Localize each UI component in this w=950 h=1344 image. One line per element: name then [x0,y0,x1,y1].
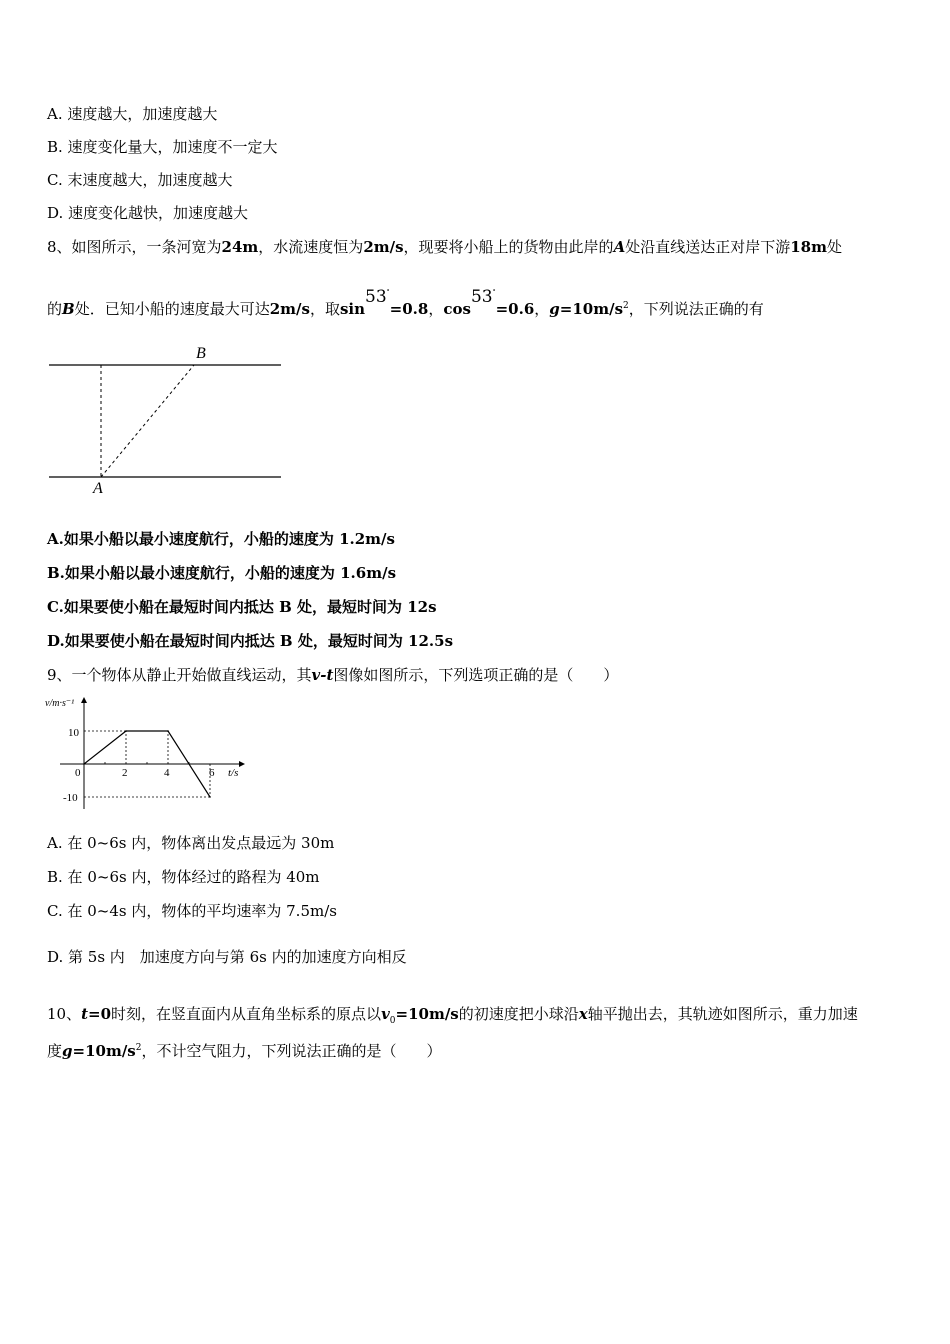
y-tick-label-neg10: -10 [63,792,78,804]
q8-option-d: D.如果要使小船在最短时间内抵达 B 处，最短时间为 12.5s [47,632,454,650]
river-diagram [40,338,290,500]
q9-option-c: C. 在 0~4s 内，物体的平均速率为 7.5m/s [47,902,337,920]
x-tick-label-6: 6 [209,767,215,779]
x-tick-label-4: 4 [164,767,170,779]
y-axis-label: v/m·s⁻¹ [45,698,75,709]
origin-label: 0 [75,767,81,779]
data-point-6 [209,796,211,798]
q10-stem-line1: 10、t=0时刻，在竖直面内从直角坐标系的原点以$v_0=10m/s$的初速度把小球沿x轴平抛出去，其轨迹如图所示，重力加速 [47,1005,858,1026]
vt-chart [40,692,255,812]
q7-option-a: A. 速度越大，加速度越大 [47,105,218,123]
q8-stem-line2: 的B处．已知小船的速度最大可达2m/s，取sin53°=0.8，cos53°=0.6，$g=10m/s^2$，下列说法正确的有 [47,287,764,318]
q8-option-c: C.如果要使小船在最短时间内抵达 B 处，最短时间为 12s [47,598,437,616]
q9-option-d: D. 第 5s 内 加速度方向与第 6s 内的加速度方向相反 [47,948,407,966]
label-b: B [196,345,206,362]
q7-option-c: C. 末速度越大，加速度越大 [47,171,233,189]
q9-stem: 9、一个物体从静止开始做直线运动，其v-t图像如图所示，下列选项正确的是（ ） [47,666,619,684]
q8-option-a: A.如果小船以最小速度航行，小船的速度为 1.2m/s [47,530,395,548]
q9-option-b: B. 在 0~6s 内，物体经过的路程为 40m [47,868,320,886]
angle-53: 53° [470,287,496,307]
label-a: A [93,480,103,497]
data-point-2 [125,730,127,732]
q8-stem-line1: 8、如图所示，一条河宽为24m，水流速度恒为2m/s，现要将小船上的货物由此岸的A处沿直线送达正对岸下游18m处 [47,238,842,256]
angle-53: 53° [365,287,390,307]
data-point-0 [83,763,85,765]
q7-option-d: D. 速度变化越快，加速度越大 [47,204,249,222]
data-point-4 [167,730,169,732]
y-tick-label-10: 10 [68,727,79,739]
q10-stem-line2: 度$g=10m/s^2$，不计空气阻力，下列说法正确的是（ ） [47,1042,442,1060]
x-axis-label: t/s [228,767,239,779]
path-dashed [101,365,194,477]
x-tick-label-2: 2 [122,767,128,779]
q9-option-a: A. 在 0~6s 内，物体离出发点最远为 30m [47,834,335,852]
q7-option-b: B. 速度变化量大，加速度不一定大 [47,138,278,156]
q8-option-b: B.如果小船以最小速度航行，小船的速度为 1.6m/s [47,564,397,582]
